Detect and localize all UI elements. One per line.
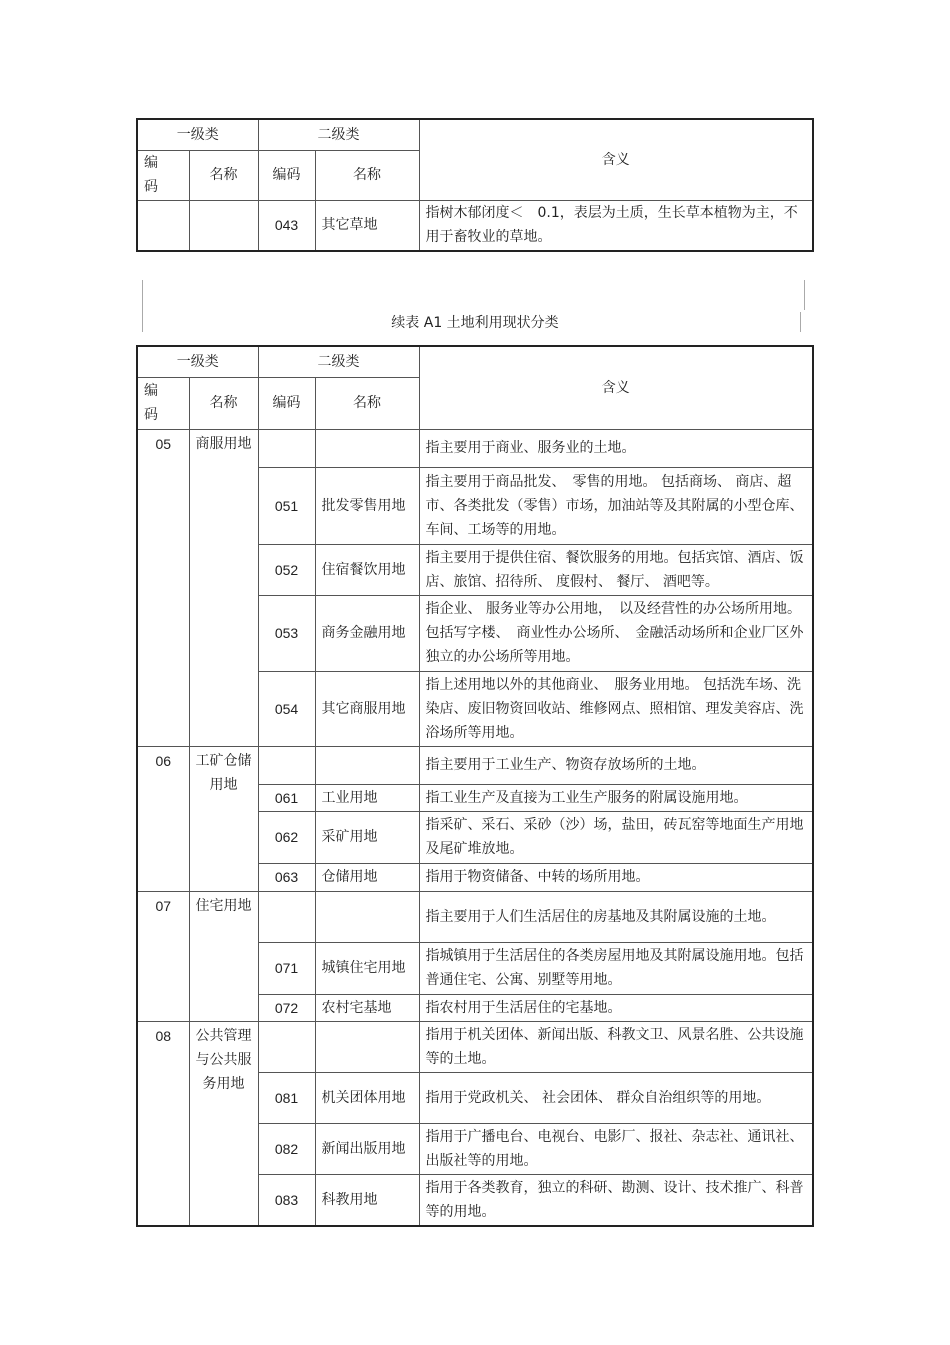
sub-meaning: 指企业、 服务业等办公用地， 以及经营性的办公场所用地。包括写字楼、 商业性办公场所、 金融活动场所和企业厂区外独立的办公场所等用地。 <box>419 595 813 671</box>
table-row <box>137 746 813 784</box>
sub-meaning: 指采矿、采石、采砂（沙）场，盐田，砖瓦窑等地面生产用地及尾矿堆放地。 <box>419 811 813 863</box>
sub-name: 农村宅基地 <box>315 994 419 1021</box>
group-meaning: 指主要用于人们生活居住的房基地及其附属设施的土地。 <box>419 891 813 942</box>
sub-name: 其它商服用地 <box>315 671 419 746</box>
sub-name: 批发零售用地 <box>315 467 419 544</box>
sub-meaning: 指农村用于生活居住的宅基地。 <box>419 994 813 1021</box>
header-meaning: 含义 <box>419 346 813 429</box>
sub-code: 072 <box>258 994 315 1021</box>
sub-name: 仓储用地 <box>315 863 419 891</box>
land-use-table-part2 <box>136 345 814 1227</box>
group-meaning: 指用于机关团体、新闻出版、科教文卫、风景名胜、公共设施等的土地。 <box>419 1021 813 1072</box>
header-code2: 编码 <box>258 150 315 200</box>
sub-name: 商务金融用地 <box>315 595 419 671</box>
group-code: 06 <box>137 746 189 891</box>
sub-meaning: 指树木郁闭度＜ 0.1，表层为土质，生长草本植物为主，不用于畜牧业的草地。 <box>419 200 813 251</box>
sub-code: 054 <box>258 671 315 746</box>
table-row <box>137 429 813 467</box>
group-name: 住宅用地 <box>189 891 258 1021</box>
header-code1: 编 码 <box>137 150 189 200</box>
header-level2: 二级类 <box>258 119 419 150</box>
table-row <box>137 891 813 942</box>
sub-code: 081 <box>258 1072 315 1123</box>
group-code: 05 <box>137 429 189 746</box>
header-code2: 编码 <box>258 377 315 429</box>
header-level2: 二级类 <box>258 346 419 377</box>
group-name: 商服用地 <box>189 429 258 746</box>
header-meaning: 含义 <box>419 119 813 200</box>
group-meaning: 指主要用于商业、服务业的土地。 <box>419 429 813 467</box>
header-name1: 名称 <box>189 150 258 200</box>
land-use-table-part1 <box>136 118 814 252</box>
sub-code: 052 <box>258 544 315 595</box>
header-level1: 一级类 <box>137 119 258 150</box>
sub-code: 053 <box>258 595 315 671</box>
sub-meaning: 指主要用于商品批发、 零售的用地。 包括商场、 商店、超市、各类批发（零售）市场，加油站等及其附属的小型仓库、车间、工场等的用地。 <box>419 467 813 544</box>
group-meaning: 指主要用于工业生产、物资存放场所的土地。 <box>419 746 813 784</box>
table-row <box>137 1021 813 1072</box>
sub-code: 063 <box>258 863 315 891</box>
sub-meaning: 指上述用地以外的其他商业、 服务业用地。 包括洗车场、洗染店、废旧物资回收站、维修网点、照相馆、理发美容店、洗浴场所等用地。 <box>419 671 813 746</box>
sub-code: 083 <box>258 1174 315 1226</box>
page-edge-right <box>804 280 805 310</box>
sub-meaning: 指用于物资储备、中转的场所用地。 <box>419 863 813 891</box>
header-code1: 编 码 <box>137 377 189 429</box>
sub-name: 住宿餐饮用地 <box>315 544 419 595</box>
sub-meaning: 指主要用于提供住宿、餐饮服务的用地。包括宾馆、酒店、饭店、旅馆、招待所、 度假村、 餐厅、 酒吧等。 <box>419 544 813 595</box>
sub-meaning: 指城镇用于生活居住的各类房屋用地及其附属设施用地。包括普通住宅、公寓、别墅等用地。 <box>419 942 813 994</box>
header-name2: 名称 <box>315 377 419 429</box>
header-name2: 名称 <box>315 150 419 200</box>
group-name: 公共管理与公共服务用地 <box>189 1021 258 1226</box>
sub-meaning: 指工业生产及直接为工业生产服务的附属设施用地。 <box>419 784 813 811</box>
sub-code: 051 <box>258 467 315 544</box>
header-level1: 一级类 <box>137 346 258 377</box>
sub-name: 采矿用地 <box>315 811 419 863</box>
sub-name: 城镇住宅用地 <box>315 942 419 994</box>
sub-name: 其它草地 <box>315 200 419 251</box>
sub-name: 机关团体用地 <box>315 1072 419 1123</box>
sub-name: 科教用地 <box>315 1174 419 1226</box>
sub-code: 043 <box>258 200 315 251</box>
sub-name: 新闻出版用地 <box>315 1123 419 1174</box>
group-code: 08 <box>137 1021 189 1226</box>
sub-code: 062 <box>258 811 315 863</box>
sub-name: 工业用地 <box>315 784 419 811</box>
sub-code: 071 <box>258 942 315 994</box>
table-caption: 续表 A1 土地利用现状分类 <box>391 315 559 331</box>
sub-code: 082 <box>258 1123 315 1174</box>
sub-code: 061 <box>258 784 315 811</box>
table-row <box>137 200 813 251</box>
group-name: 工矿仓储用地 <box>189 746 258 891</box>
group-code: 07 <box>137 891 189 1021</box>
sub-meaning: 指用于党政机关、 社会团体、 群众自治组织等的用地。 <box>419 1072 813 1123</box>
sub-meaning: 指用于广播电台、电视台、电影厂、报社、杂志社、通讯社、出版社等的用地。 <box>419 1123 813 1174</box>
header-name1: 名称 <box>189 377 258 429</box>
sub-meaning: 指用于各类教育，独立的科研、勘测、设计、技术推广、科普等的用地。 <box>419 1174 813 1226</box>
